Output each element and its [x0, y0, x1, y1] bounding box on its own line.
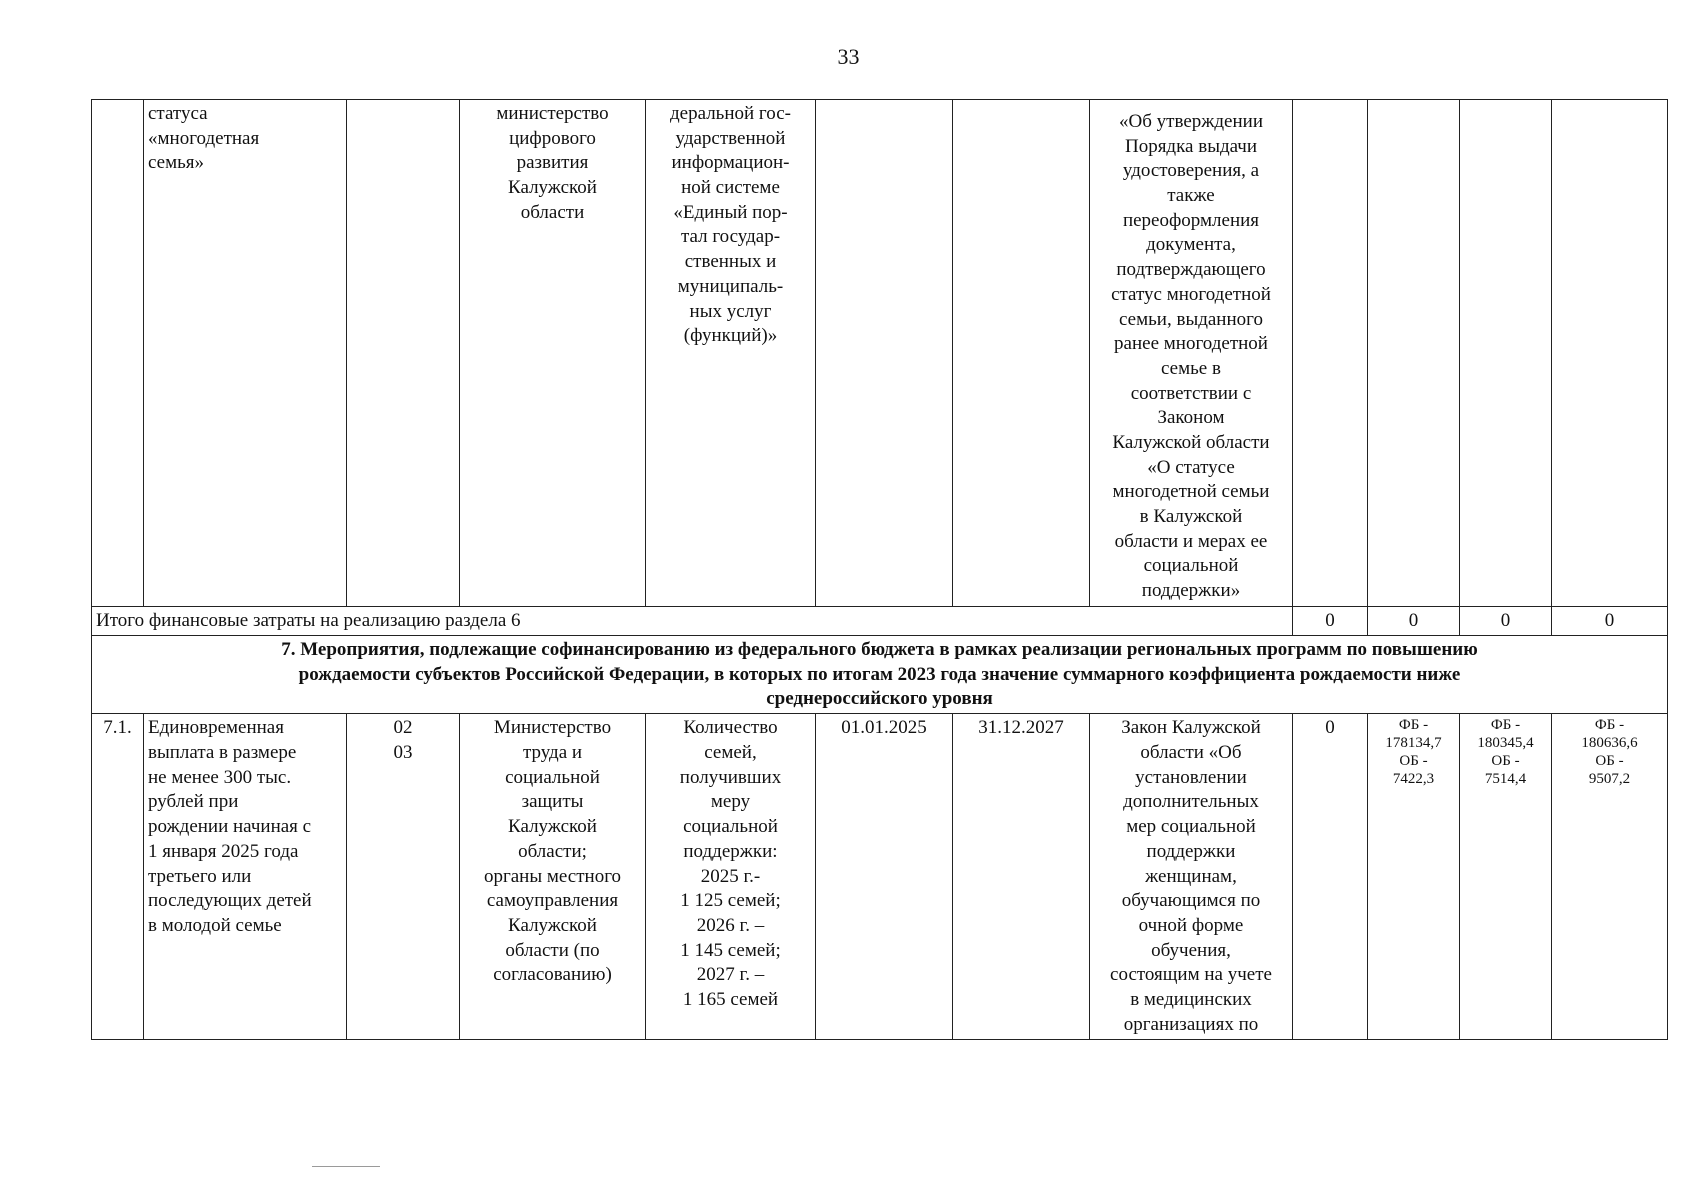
legal-doc-line: Законом	[1157, 407, 1225, 429]
indicator-line: (функций)»	[683, 325, 778, 347]
legal-doc-line: ранее многодетной	[1114, 333, 1268, 355]
legal-doc-line: поддержки	[1146, 840, 1236, 862]
finance-line: ФБ -	[1398, 717, 1429, 734]
measure-name-line: Единовременная	[148, 717, 284, 739]
section-title-line: 7. Мероприятия, подлежащие софинансированию из федерального бюджета в рамках реализации региональных программ по повышению	[281, 639, 1478, 661]
finance-line: ФБ -	[1594, 717, 1625, 734]
executor-line: защиты	[521, 791, 584, 813]
legal-doc-line: документа,	[1146, 234, 1236, 256]
executor-line: социальной	[505, 766, 600, 788]
total-value: 0	[1293, 606, 1368, 636]
executor-cell	[460, 714, 646, 1040]
measure-name-line: не менее 300 тыс.	[148, 766, 292, 788]
indicator-line: «Единый пор-	[673, 201, 788, 223]
indicator-line: социальной	[683, 816, 778, 838]
legal-doc-line: семье в	[1161, 357, 1221, 379]
legal-doc-line: статус многодетной	[1111, 283, 1271, 305]
executor-line: области (по	[505, 939, 600, 961]
executor-line: самоуправления	[486, 890, 619, 912]
indicator-line: информацион-	[671, 152, 790, 174]
row-number-cell	[92, 100, 144, 607]
legal-doc-line: в Калужской	[1139, 506, 1243, 527]
code-cell	[347, 714, 460, 1040]
finance-line: ФБ -	[1490, 717, 1521, 734]
table-row	[92, 714, 1668, 1040]
table-row	[92, 100, 1668, 607]
indicator-line: ной системе	[681, 177, 780, 199]
indicator-line: 1 125 семей;	[680, 890, 781, 912]
section-header-row	[92, 636, 1668, 714]
page-number: 33	[837, 44, 860, 69]
section-title-line: среднероссийского уровня	[766, 688, 993, 710]
indicator-line: поддержки:	[683, 840, 778, 862]
executor-line: труда и	[522, 742, 583, 764]
legal-doc-line: также	[1167, 185, 1215, 207]
indicator-line: деральной гос-	[670, 103, 791, 124]
legal-doc-line: подтверждающего	[1116, 259, 1266, 281]
legal-doc-line: соответствии с	[1130, 382, 1252, 404]
finance-line: ОБ -	[1399, 753, 1428, 770]
measure-name-line: «многодетная	[148, 127, 260, 149]
measure-name-line: 1 января 2025 года	[148, 840, 299, 862]
executor-line: министерство	[496, 103, 609, 124]
start-date-cell	[816, 100, 953, 607]
legal-doc-cell	[1090, 100, 1293, 607]
indicator-cell	[646, 714, 816, 1040]
measures-table	[91, 99, 1668, 1040]
start-date-cell: 01.01.2025	[816, 714, 953, 1040]
row-number-cell: 7.1.	[92, 714, 144, 1040]
legal-doc-line: женщинам,	[1145, 865, 1237, 887]
measure-name-line: выплата в размере	[148, 742, 297, 764]
code-line: 02	[393, 717, 413, 739]
executor-line: развития	[516, 152, 589, 174]
finance-2024-cell: 0	[1293, 714, 1368, 1040]
indicator-line: ударственной	[675, 127, 786, 149]
legal-doc-line: установлении	[1135, 766, 1247, 788]
legal-doc-line: области и мерах ее	[1114, 530, 1268, 552]
legal-doc-line: социальной	[1143, 555, 1239, 577]
end-date-cell	[953, 100, 1090, 607]
measure-name-cell	[144, 100, 347, 607]
legal-doc-line: в медицинских	[1130, 988, 1252, 1010]
legal-doc-line: «О статусе	[1147, 456, 1235, 478]
legal-doc-line: мер социальной	[1126, 816, 1256, 838]
indicator-line: меру	[710, 791, 751, 813]
indicator-line: семей,	[704, 742, 757, 764]
legal-doc-line: «Об утверждении	[1119, 111, 1263, 132]
finance-line: ОБ -	[1491, 753, 1520, 770]
finance-cell	[1460, 100, 1552, 607]
finance-line: 7422,3	[1392, 771, 1435, 788]
executor-cell	[460, 100, 646, 607]
legal-doc-line: очной форме	[1138, 914, 1244, 936]
total-value: 0	[1460, 606, 1552, 636]
executor-line: органы местного	[483, 865, 622, 887]
legal-doc-line: состоящим на учете	[1110, 964, 1272, 986]
end-date-cell: 31.12.2027	[953, 714, 1090, 1040]
legal-doc-line: переоформления	[1122, 209, 1260, 231]
section-title	[92, 636, 1668, 714]
legal-doc-line: дополнительных	[1123, 791, 1259, 813]
measure-name-cell	[144, 714, 347, 1040]
legal-doc-line: удостоверения, а	[1122, 160, 1260, 182]
measure-name-line: в молодой семье	[148, 914, 282, 936]
measure-name-line: статуса	[148, 103, 208, 124]
measure-name-line: третьего или	[148, 865, 252, 887]
measure-name-line: семья»	[148, 152, 205, 174]
indicator-line: тал государ-	[680, 226, 781, 248]
indicator-line: 2026 г. –	[696, 914, 765, 936]
executor-line: области;	[518, 840, 587, 862]
finance-line: 180345,4	[1477, 735, 1534, 752]
section-title-line: рождаемости субъектов Российской Федерации, в которых по итогам 2023 года значение суммарного коэффициента рождаемости ниже	[298, 663, 1461, 685]
finance-line: 178134,7	[1385, 735, 1442, 752]
finance-line: 9507,2	[1588, 771, 1631, 788]
executor-line: Министерство	[493, 717, 612, 739]
scan-artifact-line	[312, 1166, 380, 1167]
executor-line: Калужской	[508, 177, 597, 199]
finance-2026-cell	[1460, 714, 1552, 1040]
executor-line: цифрового	[509, 127, 596, 149]
total-value: 0	[1368, 606, 1460, 636]
legal-doc-line: многодетной семьи	[1112, 481, 1270, 503]
finance-line: ОБ -	[1595, 753, 1624, 770]
indicator-line: Количество	[683, 717, 778, 739]
legal-doc-line: обучающимся по	[1121, 890, 1261, 912]
legal-doc-line: области «Об	[1140, 742, 1242, 764]
finance-2027-cell	[1552, 714, 1668, 1040]
indicator-line: ных услуг	[689, 300, 772, 322]
total-label: Итого финансовые затраты на реализацию раздела 6	[92, 606, 1293, 636]
finance-line: 7514,4	[1484, 771, 1527, 788]
total-row	[92, 606, 1668, 636]
legal-doc-line: обучения,	[1151, 939, 1231, 961]
finance-cell	[1552, 100, 1668, 607]
legal-doc-line: Порядка выдачи	[1124, 135, 1258, 157]
legal-doc-line: поддержки»	[1141, 580, 1241, 602]
executor-line: Калужской	[508, 914, 597, 936]
indicator-line: 1 165 семей	[682, 988, 779, 1010]
finance-2025-cell	[1368, 714, 1460, 1040]
indicator-cell	[646, 100, 816, 607]
indicator-line: получивших	[679, 766, 782, 788]
finance-line: 180636,6	[1581, 735, 1638, 752]
measure-name-line: рождении начиная с	[148, 816, 312, 838]
measure-name-line: рублей при	[148, 791, 239, 813]
indicator-line: 2027 г. –	[696, 964, 765, 986]
measure-name-line: последующих детей	[148, 890, 312, 912]
finance-cell	[1368, 100, 1460, 607]
executor-line: согласованию)	[493, 964, 612, 986]
executor-line: области	[520, 201, 585, 223]
finance-cell	[1293, 100, 1368, 607]
indicator-line: муниципаль-	[677, 275, 784, 297]
legal-doc-cell	[1090, 714, 1293, 1040]
indicator-line: 1 145 семей;	[680, 939, 781, 961]
indicator-line: ственных и	[684, 251, 777, 273]
code-cell	[347, 100, 460, 607]
legal-doc-line: организациях по	[1123, 1013, 1259, 1035]
executor-line: Калужской	[508, 816, 597, 838]
legal-doc-line: Калужской области	[1112, 431, 1270, 453]
indicator-line: 2025 г.-	[700, 865, 761, 887]
legal-doc-line: семьи, выданного	[1119, 308, 1263, 330]
code-line: 03	[393, 742, 413, 764]
legal-doc-line: Закон Калужской	[1121, 717, 1261, 739]
total-value: 0	[1552, 606, 1668, 636]
